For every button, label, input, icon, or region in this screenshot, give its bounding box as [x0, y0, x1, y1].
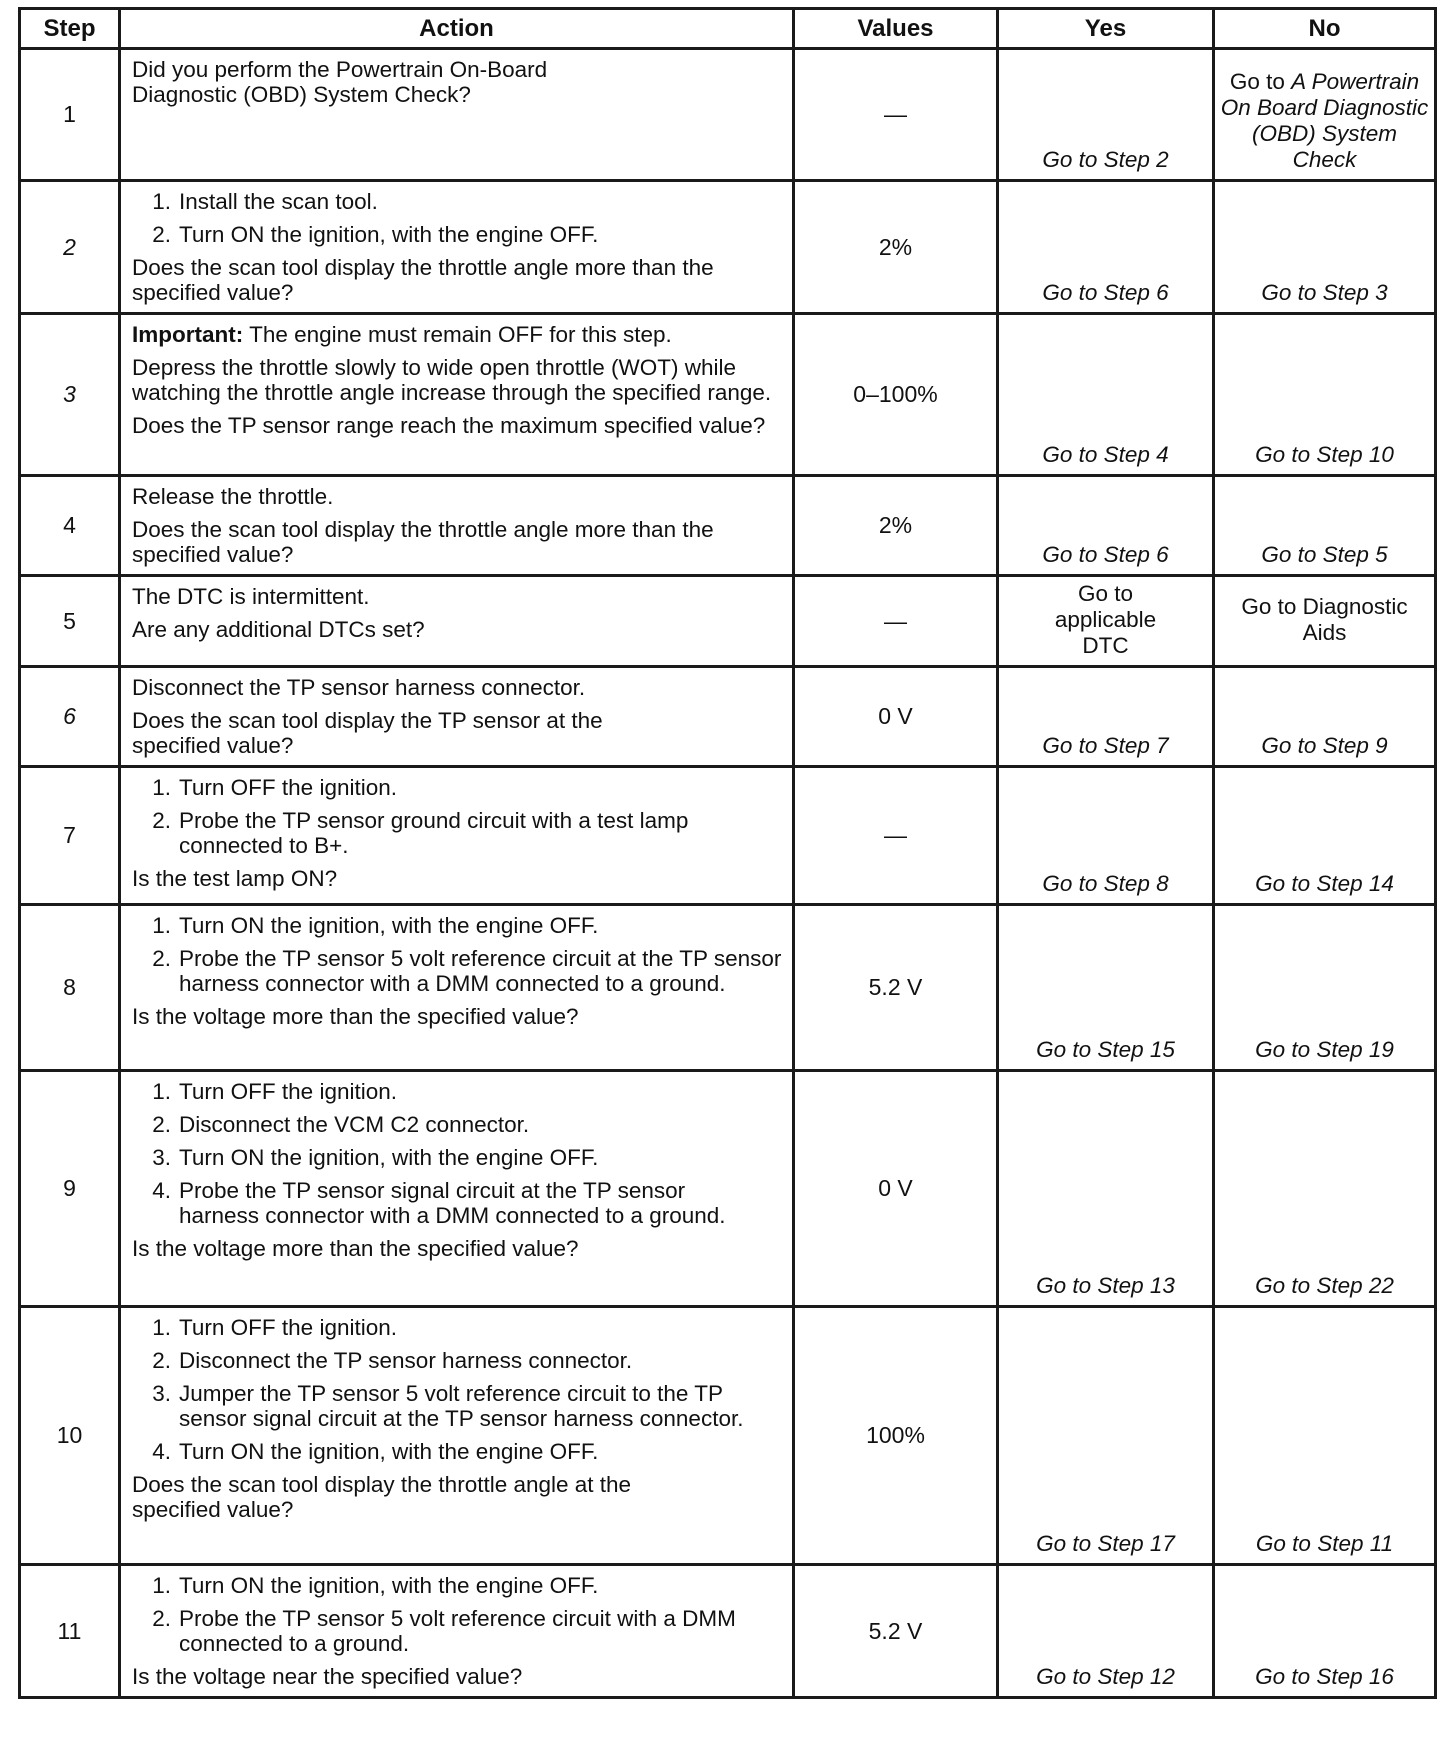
yes-link[interactable]: Go to Step 7 — [998, 667, 1214, 767]
action-list-item: 1. Turn ON the ignition, with the engine OFF. — [152, 1573, 599, 1598]
action-list-item: 2. Probe the TP sensor ground circuit with a test lamp connected to B+. — [152, 808, 689, 858]
action-text: Did you perform the Powertrain On-Board Diagnostic (OBD) System Check? — [132, 57, 548, 107]
step-action — [120, 476, 794, 576]
step-action — [120, 767, 794, 905]
step-action — [120, 181, 794, 314]
no-link[interactable]: Go to Step 16 — [1214, 1565, 1436, 1698]
step-action — [120, 576, 794, 667]
action-text: The DTC is intermittent. — [132, 584, 370, 609]
action-list-item: 2. Probe the TP sensor 5 volt reference circuit with a DMM connected to a ground. — [152, 1606, 736, 1656]
header-action: Action — [120, 9, 794, 49]
step-value: 2% — [794, 181, 998, 314]
yes-link[interactable]: Go to Step 4 — [998, 314, 1214, 476]
table-row — [20, 181, 1436, 314]
action-list-item: 4. Turn ON the ignition, with the engine OFF. — [152, 1439, 599, 1464]
step-action — [120, 667, 794, 767]
yes-link[interactable]: Go to Step 6 — [998, 181, 1214, 314]
action-list-item: 1. Turn OFF the ignition. — [152, 1315, 398, 1340]
step-number: 6 — [20, 667, 120, 767]
diagnostic-table — [18, 7, 1437, 1699]
yes-link[interactable]: Go to Step 13 — [998, 1071, 1214, 1307]
step-value: 5.2 V — [794, 1565, 998, 1698]
yes-link[interactable]: Go to Step 17 — [998, 1307, 1214, 1565]
action-text: Depress the throttle slowly to wide open throttle (WOT) while watching the throttle angle increase through the specified range. — [132, 355, 772, 405]
action-question: Does the scan tool display the throttle angle more than the specified value? — [132, 517, 714, 567]
no-link[interactable]: Go to Step 10 — [1214, 314, 1436, 476]
action-question: Is the voltage near the specified value? — [132, 1664, 523, 1689]
step-number: 4 — [20, 476, 120, 576]
step-action — [120, 49, 794, 181]
step-value: 0 V — [794, 667, 998, 767]
table-row — [20, 1565, 1436, 1698]
action-text: Release the throttle. — [132, 484, 334, 509]
step-number: 3 — [20, 314, 120, 476]
action-question: Does the scan tool display the throttle angle more than the specified value? — [132, 255, 714, 305]
action-list-item: 2. Disconnect the TP sensor harness connector. — [152, 1348, 633, 1373]
action-list-item: 4. Probe the TP sensor signal circuit at the TP sensor harness connector with a DMM connected to a ground. — [152, 1178, 726, 1228]
yes-link[interactable]: Go to Step 15 — [998, 905, 1214, 1071]
table-row — [20, 1307, 1436, 1565]
step-number: 8 — [20, 905, 120, 1071]
action-question: Is the test lamp ON? — [132, 866, 338, 891]
step-number: 2 — [20, 181, 120, 314]
action-list-item: 1. Install the scan tool. — [152, 189, 378, 214]
step-action — [120, 905, 794, 1071]
action-list-item: 3. Jumper the TP sensor 5 volt reference circuit to the TP sensor signal circuit at the TP sensor harness connector. — [152, 1381, 744, 1431]
step-value: 100% — [794, 1307, 998, 1565]
no-link[interactable]: Go to Step 19 — [1214, 905, 1436, 1071]
step-action — [120, 314, 794, 476]
no-link[interactable]: Go to Step 14 — [1214, 767, 1436, 905]
step-value: 5.2 V — [794, 905, 998, 1071]
table-row — [20, 767, 1436, 905]
step-value: — — [794, 767, 998, 905]
table-row — [20, 49, 1436, 181]
no-link-prefix: Go to — [1229, 69, 1292, 94]
no-link[interactable]: Go to Step 11 — [1214, 1307, 1436, 1565]
action-list-item: 2. Probe the TP sensor 5 volt reference circuit at the TP sensor harness connector with a DMM connected to a ground. — [152, 946, 782, 996]
yes-link[interactable]: Go to Step 2 — [998, 49, 1214, 181]
table-row — [20, 1071, 1436, 1307]
header-step: Step — [20, 9, 120, 49]
step-value: — — [794, 576, 998, 667]
action-list-item: 1. Turn OFF the ignition. — [152, 775, 398, 800]
step-number: 10 — [20, 1307, 120, 1565]
action-question: Does the scan tool display the TP sensor at the specified value? — [132, 708, 603, 758]
yes-link[interactable]: Go to applicable DTC — [998, 576, 1214, 667]
step-number: 7 — [20, 767, 120, 905]
step-action — [120, 1565, 794, 1698]
step-number: 5 — [20, 576, 120, 667]
yes-link[interactable]: Go to Step 12 — [998, 1565, 1214, 1698]
step-action — [120, 1071, 794, 1307]
header-row — [20, 9, 1436, 49]
no-link[interactable]: Go to Step 22 — [1214, 1071, 1436, 1307]
step-number: 9 — [20, 1071, 120, 1307]
table-row — [20, 667, 1436, 767]
action-question: Are any additional DTCs set? — [132, 617, 425, 642]
no-link-target: A Powertrain On Board Diagnostic (OBD) System Check — [1220, 69, 1429, 172]
action-question: Is the voltage more than the specified value? — [132, 1236, 579, 1261]
header-no: No — [1214, 9, 1436, 49]
step-value: — — [794, 49, 998, 181]
step-action — [120, 1307, 794, 1565]
step-number: 1 — [20, 49, 120, 181]
action-question: Does the TP sensor range reach the maximum specified value? — [132, 413, 766, 438]
no-link[interactable]: Go to Diagnostic Aids — [1214, 576, 1436, 667]
no-link[interactable]: Go to Step 9 — [1214, 667, 1436, 767]
action-text: Disconnect the TP sensor harness connector. — [132, 675, 586, 700]
step-value: 2% — [794, 476, 998, 576]
action-list-item: 2. Disconnect the VCM C2 connector. — [152, 1112, 530, 1137]
no-link[interactable] — [1214, 49, 1436, 181]
yes-link[interactable]: Go to Step 6 — [998, 476, 1214, 576]
table-row — [20, 576, 1436, 667]
table-row — [20, 905, 1436, 1071]
step-value: 0 V — [794, 1071, 998, 1307]
action-list-item: 1. Turn ON the ignition, with the engine OFF. — [152, 913, 599, 938]
table-row — [20, 476, 1436, 576]
action-list-item: 1. Turn OFF the ignition. — [152, 1079, 398, 1104]
action-important: Important: The engine must remain OFF for this step. — [132, 322, 672, 347]
action-list-item: 2. Turn ON the ignition, with the engine OFF. — [152, 222, 599, 247]
no-link[interactable]: Go to Step 3 — [1214, 181, 1436, 314]
header-yes: Yes — [998, 9, 1214, 49]
action-question: Does the scan tool display the throttle angle at the specified value? — [132, 1472, 632, 1522]
table-row — [20, 314, 1436, 476]
action-question: Is the voltage more than the specified value? — [132, 1004, 579, 1029]
header-values: Values — [794, 9, 998, 49]
step-number: 11 — [20, 1565, 120, 1698]
no-link[interactable]: Go to Step 5 — [1214, 476, 1436, 576]
action-list-item: 3. Turn ON the ignition, with the engine OFF. — [152, 1145, 599, 1170]
yes-link[interactable]: Go to Step 8 — [998, 767, 1214, 905]
step-value: 0–100% — [794, 314, 998, 476]
